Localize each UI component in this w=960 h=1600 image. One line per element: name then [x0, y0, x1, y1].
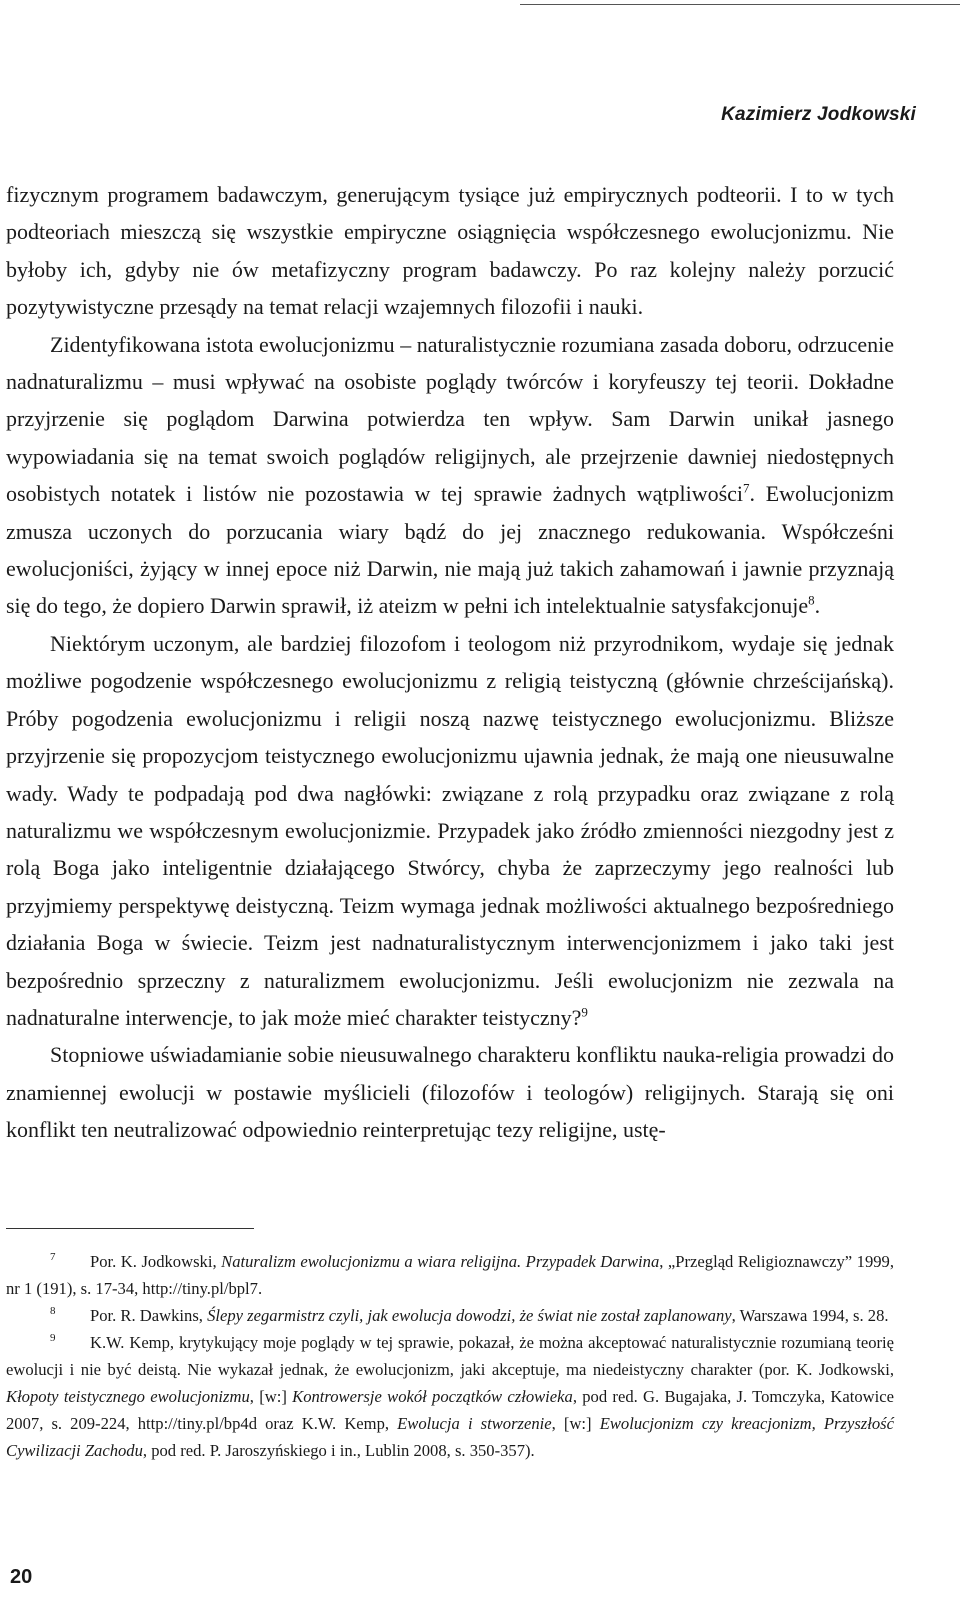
- footnote-text: , pod red. P. Jaroszyńskiego i in., Lublin 2008, s. 350-357).: [142, 1441, 535, 1460]
- footnote-9: [6, 1329, 894, 1464]
- footnote-ref-7[interactable]: 7: [743, 480, 750, 496]
- paragraph-2-part-c: .: [814, 593, 821, 619]
- footnote-8: [6, 1302, 894, 1329]
- footnote-title: Naturalizm ewolucjonizmu a wiara religijna. Przypadek Darwina: [221, 1252, 660, 1271]
- paragraph-3: [6, 625, 894, 1036]
- top-rule: [520, 4, 960, 5]
- paragraph-3-text: Niektórym uczonym, ale bardziej filozofom i teologom niż przyrodnikom, wydaje się jednak możliwe pogodzenie współczesnego ewolucjonizmu z religią teistyczną (głównie chrześcijańską). Próby pogodzenia ewolucjonizmu i religii noszą nazwę teistycznego ewolucjonizmu. Bliższe przyjrzenie się propozycjom teistycznego ewolucjonizmu ujawnia jednak, że mają one nieusuwalne wady. Wady te podpadają pod dwa nagłówki: związane z rolą przypadku oraz związane z rolą naturalizmu we współczesnym ewolucjonizmie. Przypadek jako źródło zmienności niezgodny jest z rolą Boga jako inteligentnie działającego Stwórcy, chyba że zaprzeczymy jego realności lub przyjmiemy perspektywę deistyczną. Teizm wymaga jednak możliwości aktualnego bezpośredniego działania Boga w świecie. Teizm jest nadnaturalistycznym interwencjonizmem i jako taki jest bezpośrednio sprzeczny z naturalizmem ewolucjonizmu. Jeśli ewolucjonizm nie zezwala na nadnaturalne interwencje, to jak może mieć charakter teistyczny?: [6, 630, 894, 1030]
- footnote-text: , [w:]: [551, 1414, 600, 1433]
- footnote-text: K.W. Kemp, krytykujący moje poglądy w tej sprawie, pokazał, że można akceptować naturalistycznie rozumianą teorię ewolucji i nie być deistą. Nie wykazał jednak, że ewolucjonizm, jaki akceptuje, ma niedeistyczny charakter (por. K. Jodkowski,: [6, 1333, 894, 1379]
- footnote-text: Por. K. Jodkowski,: [90, 1252, 222, 1271]
- paragraph-2: [6, 326, 894, 625]
- paragraph-4: Stopniowe uświadamianie sobie nieusuwalnego charakteru konfliktu nauka-religia prowadzi do znamiennej ewolucji w postawie myślicieli (filozofów i teologów) religijnych. Starają się oni konflikt ten neutralizować odpowiednio reinterpretując tezy religijne, ustę-: [6, 1042, 894, 1143]
- main-text: [6, 176, 894, 1149]
- footnote-number: 9: [50, 1332, 56, 1344]
- footnote-separator: [6, 1228, 254, 1229]
- footnote-number: 7: [50, 1251, 56, 1263]
- footnote-ref-8[interactable]: 8: [808, 593, 815, 609]
- footnote-text: , [w:]: [249, 1387, 293, 1406]
- footnote-title: Ewolucja i stworzenie: [397, 1414, 552, 1433]
- paragraph-2-part-a: Zidentyfikowana istota ewolucjonizmu – naturalistycznie rozumiana zasada doboru, odrzucenie nadnaturalizmu – musi wpływać na osobiste poglądy twórców i koryfeuszy tej teorii. Dokładne przyjrzenie się poglądom Darwina potwierdza ten wpływ. Sam Darwin unikał jasnego wypowiadania się na temat swoich poglądów religijnych, ale przejrzenie dawniej niedostępnych osobistych notatek i listów nie pozostawia w tej sprawie żadnych wątpliwości: [6, 331, 894, 507]
- footnote-title: Ewolucjonizm czy kreacjonizm, Przyszłość Cywilizacji Zachodu: [6, 1414, 894, 1460]
- footnote-title: Kłopoty teistycznego ewolucjonizmu: [6, 1387, 250, 1406]
- footnote-number: 8: [50, 1305, 56, 1317]
- paragraph-1: fizycznym programem badawczym, generującym tysiące już empirycznych podteorii. I to w tych podteoriach mieszczą się wszystkie empiryczne osiągnięcia współczesnego ewolucjonizmu. Nie byłoby ich, gdyby nie ów metafizyczny program badawczy. Po raz kolejny należy porzucić pozytywistyczne przesądy na temat relacji wzajemnych filozofii i nauki.: [6, 182, 894, 320]
- footnote-7: [6, 1248, 894, 1302]
- page-number: 20: [10, 1566, 33, 1588]
- footnotes: [6, 1248, 894, 1464]
- paragraph-2-part-b: . Ewolucjonizm zmusza uczonych do porzucania wiary bądź do jej znacznego redukowania. Współcześni ewolucjoniści, żyjący w innej epoce niż Darwin, nie mają już takich zahamowań i jawnie przyznają się do tego, że dopiero Darwin sprawił, iż ateizm w pełni ich intelektualnie satysfakcjonuje: [6, 481, 895, 619]
- footnote-text: , Warszawa 1994, s. 28.: [731, 1306, 889, 1325]
- footnote-text: , pod red. G. Bugajaka, J. Tomczyka, Katowice 2007, s. 209-224, http://tiny.pl/bp4d oraz K.W. Kemp,: [6, 1387, 895, 1433]
- footnote-ref-9[interactable]: 9: [581, 1004, 588, 1020]
- footnote-title: Kontrowersje wokół początków człowieka: [292, 1387, 573, 1406]
- footnote-text: Por. R. Dawkins,: [90, 1306, 208, 1325]
- footnote-text: , „Przegląd Religioznawczy” 1999, nr 1 (191), s. 17-34, http://tiny.pl/bpl7.: [6, 1252, 894, 1298]
- footnote-title: Ślepy zegarmistrz czyli, jak ewolucja dowodzi, że świat nie został zaplanowany: [207, 1306, 732, 1325]
- running-header-author: Kazimierz Jodkowski: [721, 104, 916, 125]
